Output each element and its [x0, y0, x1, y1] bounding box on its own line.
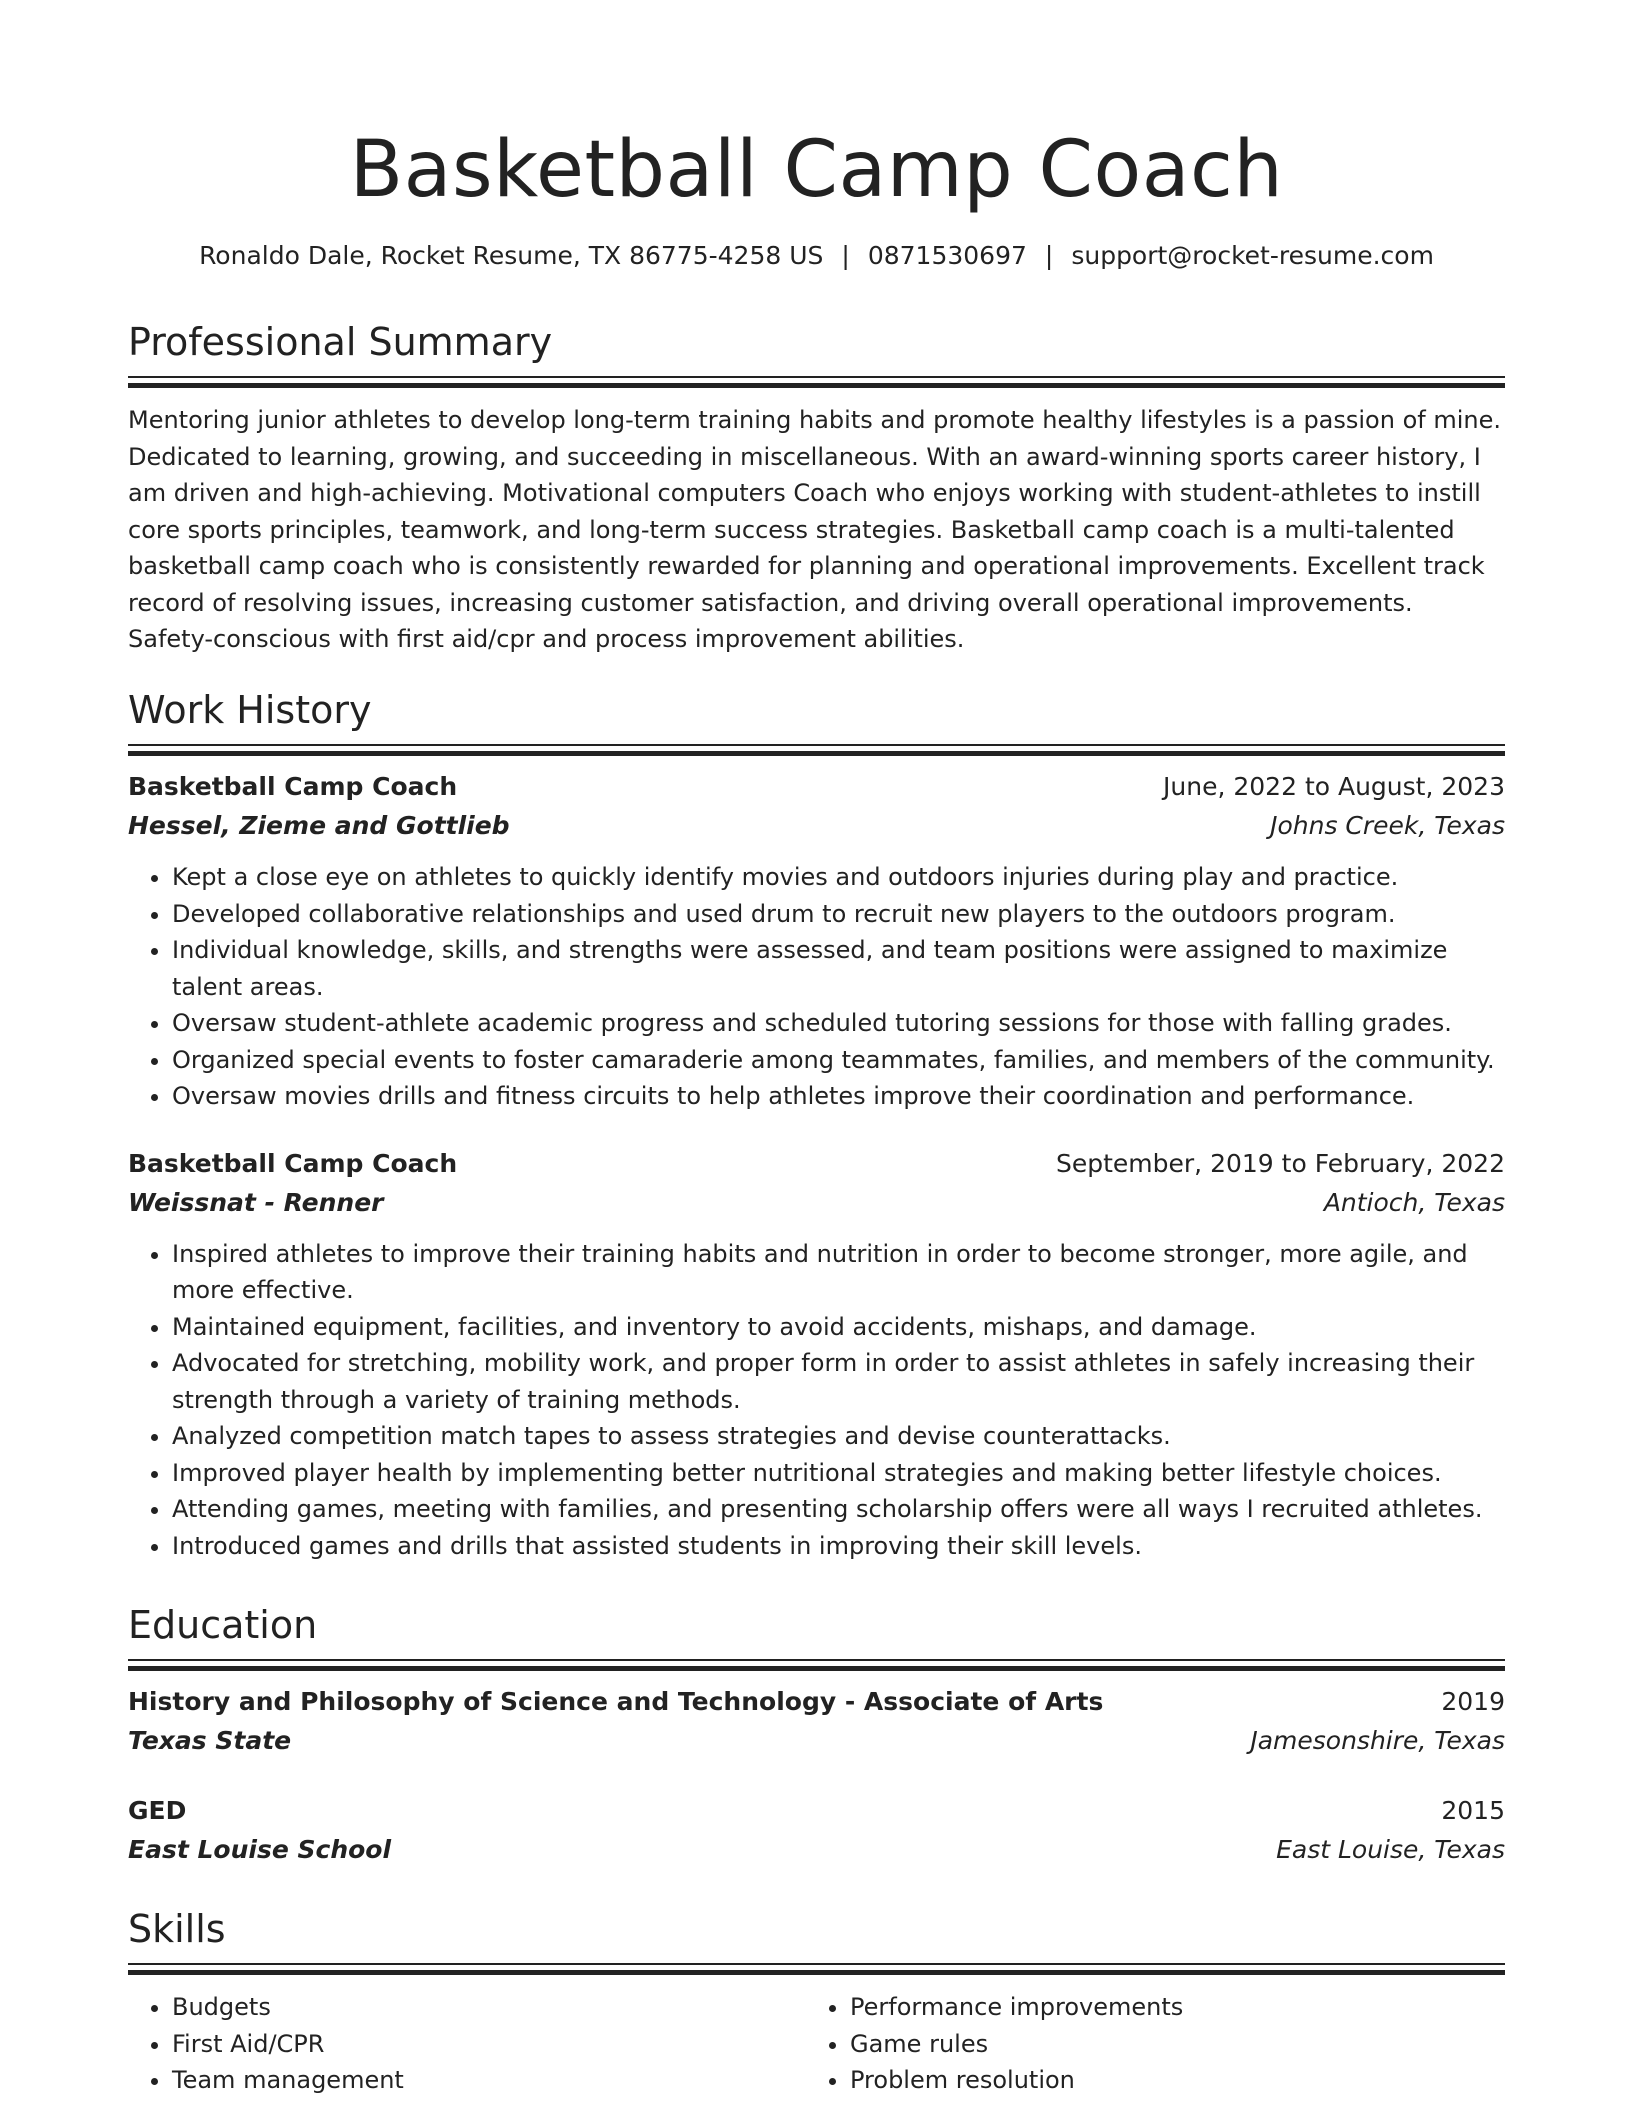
- section-heading-work: Work History: [128, 688, 372, 732]
- job-title: Basketball Camp Coach: [128, 1148, 458, 1178]
- skill-item: • Team management: [172, 2062, 806, 2099]
- education-school-row: [128, 1830, 1505, 1869]
- list-item: • Analyzed competition match tapes to assess strategies and devise counterattacks.: [172, 1418, 1505, 1455]
- list-item: • Maintained equipment, facilities, and inventory to avoid accidents, mishaps, and damage.: [172, 1309, 1505, 1346]
- education-school: Texas State: [128, 1726, 292, 1755]
- skills-list-right: [806, 1989, 1484, 2099]
- list-item: • Advocated for stretching, mobility work, and proper form in order to assist athletes in safely increasing their strength through a variety of training methods.: [172, 1345, 1505, 1418]
- list-item: • Individual knowledge, skills, and strengths were assessed, and team positions were assigned to maximize talent areas.: [172, 932, 1505, 1005]
- skill-item: • Game rules: [850, 2026, 1484, 2063]
- skills-columns: [128, 1989, 1505, 2099]
- education-degree: GED: [128, 1796, 187, 1825]
- list-item: • Developed collaborative relationships and used drum to recruit new players to the outdoors program.: [172, 896, 1505, 933]
- section-heading-skills: Skills: [128, 1907, 226, 1951]
- job-bullet-list: [128, 859, 1505, 1115]
- job-dates: September, 2019 to February, 2022: [1056, 1148, 1505, 1178]
- education-school-row: [128, 1721, 1505, 1760]
- list-item: • Oversaw student-athlete academic progress and scheduled tutoring sessions for those with falling grades.: [172, 1005, 1505, 1042]
- education-location: Jamesonshire, Texas: [1250, 1726, 1505, 1755]
- education-year: 2015: [1441, 1796, 1505, 1825]
- education-year: 2019: [1441, 1687, 1505, 1716]
- list-item: • Introduced games and drills that assisted students in improving their skill levels.: [172, 1528, 1505, 1565]
- job-header-row: [128, 768, 1505, 806]
- resume-title: Basketball Camp Coach: [349, 125, 1284, 215]
- contact-separator: |: [1044, 241, 1054, 270]
- work-history-section: [128, 686, 1505, 1564]
- summary-section: [128, 318, 1505, 658]
- skills-section: [128, 1905, 1505, 2099]
- job-title: Basketball Camp Coach: [128, 772, 458, 801]
- job-location: Antioch, Texas: [1323, 1187, 1505, 1217]
- list-item: • Kept a close eye on athletes to quickly identify movies and outdoors injuries during play and practice.: [172, 859, 1505, 896]
- job-location: Johns Creek, Texas: [1270, 811, 1505, 840]
- section-divider: [128, 376, 1505, 390]
- education-location: East Louise, Texas: [1276, 1835, 1505, 1864]
- section-divider: [128, 744, 1505, 758]
- contact-phone: 0871530697: [867, 241, 1027, 270]
- skill-item: • Performance improvements: [850, 1989, 1484, 2026]
- section-heading-education: Education: [128, 1603, 318, 1647]
- skill-item: • First Aid/CPR: [172, 2026, 806, 2063]
- education-header-row: [128, 1792, 1505, 1830]
- summary-text: Mentoring junior athletes to develop long-term training habits and promote healthy lifestyles is a passion of mine. Dedicated to learning, growing, and succeeding in miscellaneous. With an award-winning sports career history, I am driven and high-achieving. Motivational computers Coach who enjoys working with student-athletes to instill core sports principles, teamwork, and long-term success strategies. Basketball camp coach is a multi-talented basketball camp coach who is consistently rewarded for planning and operational improvements. Excellent track record of resolving issues, increasing customer satisfaction, and driving overall operational improvements. Safety-conscious with first aid/cpr and process improvement abilities.: [128, 406, 1501, 653]
- job-dates: June, 2022 to August, 2023: [1163, 772, 1505, 801]
- job-entry: [128, 768, 1505, 1115]
- list-item: • Oversaw movies drills and fitness circuits to help athletes improve their coordination and performance.: [172, 1078, 1505, 1115]
- job-entry: [128, 1145, 1505, 1565]
- skills-list-left: [128, 1989, 806, 2099]
- contact-line: [128, 238, 1505, 274]
- contact-separator: |: [841, 241, 850, 270]
- education-header-row: [128, 1683, 1505, 1721]
- list-item: • Inspired athletes to improve their training habits and nutrition in order to become stronger, more agile, and more effective.: [172, 1236, 1505, 1309]
- job-company-row: [128, 806, 1505, 845]
- list-item: • Improved player health by implementing better nutritional strategies and making better lifestyle choices.: [172, 1455, 1505, 1492]
- list-item: • Attending games, meeting with families, and presenting scholarship offers were all ways I recruited athletes.: [172, 1491, 1505, 1528]
- education-school: East Louise School: [128, 1835, 392, 1864]
- job-company-row: [128, 1183, 1505, 1222]
- section-divider: [128, 1963, 1505, 1977]
- section-divider: [128, 1659, 1505, 1673]
- education-section: [128, 1601, 1505, 1869]
- education-entry: [128, 1792, 1505, 1869]
- section-heading-summary: Professional Summary: [128, 320, 553, 364]
- skill-item: • Problem resolution: [850, 2062, 1484, 2099]
- list-item: • Organized special events to foster camaraderie among teammates, families, and members of the community.: [172, 1042, 1505, 1079]
- resume-page: [128, 0, 1505, 2112]
- skill-item: • Budgets: [172, 1989, 806, 2026]
- job-bullet-list: [128, 1236, 1505, 1565]
- job-company: Hessel, Zieme and Gottlieb: [128, 811, 510, 840]
- job-company: Weissnat - Renner: [128, 1187, 384, 1217]
- education-entry: [128, 1683, 1505, 1760]
- contact-email: support@rocket-resume.com: [1071, 241, 1434, 270]
- job-header-row: [128, 1145, 1505, 1183]
- contact-address: Ronaldo Dale, Rocket Resume, TX 86775-4258 US: [199, 241, 824, 270]
- education-degree: History and Philosophy of Science and Technology - Associate of Arts: [128, 1687, 1104, 1716]
